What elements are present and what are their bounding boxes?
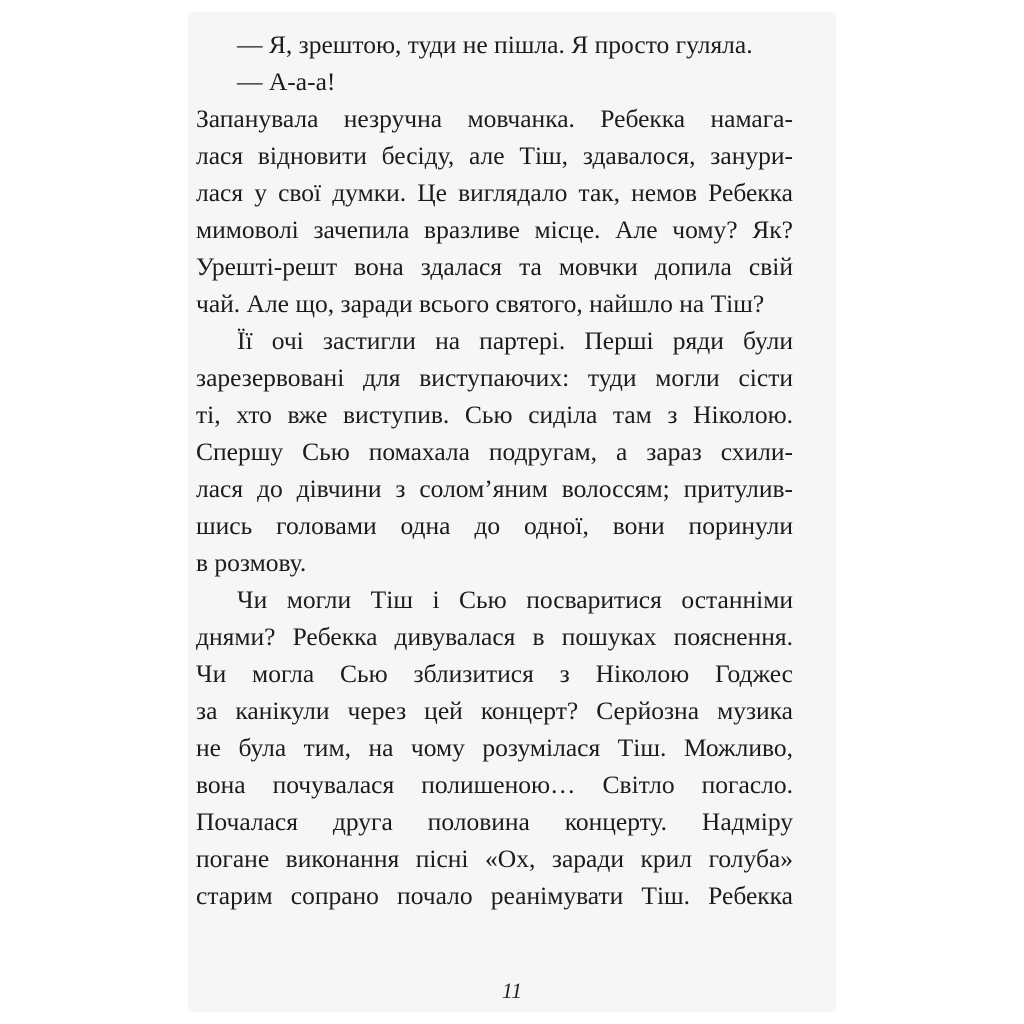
text-line: погане виконання пісні «Ох, заради крил голуба»	[196, 844, 793, 873]
text-line: в розмову.	[196, 548, 307, 577]
text-line: не була тим, на чому розумілася Тіш. Можливо,	[196, 733, 793, 762]
text-line: днями? Ребекка дивувалася в пошуках пояснення.	[196, 622, 793, 651]
text-line: Урешті-решт вона здалася та мовчки допила свій	[196, 252, 793, 281]
text-line: Спершу Сью помахала подругам, а зараз схили-	[196, 437, 793, 466]
text-line: лася у свої думки. Це виглядало так, немов Ребекка	[196, 178, 793, 207]
text-line: чай. Але що, заради всього святого, найшло на Тіш?	[196, 289, 765, 318]
text-line: лася відновити бесіду, але Тіш, здавалося, занури-	[196, 141, 793, 170]
text-line: лася до дівчини з солом’яним волоссям; притулив-	[196, 474, 793, 503]
text-line: Чи могла Сью зблизитися з Ніколою Годжес	[196, 659, 793, 688]
text-line: зарезервовані для виступаючих: туди могли сісти	[196, 363, 793, 392]
text-line: за канікули через цей концерт? Серйозна музика	[196, 696, 793, 725]
text-line: ті, хто вже виступив. Сью сиділа там з Ніколою.	[196, 400, 793, 429]
text-line: Почалася друга половина концерту. Надміру	[196, 807, 793, 836]
text-line: — А-а-а!	[237, 67, 336, 96]
text-line: шись головами одна до одної, вони поринули	[196, 511, 793, 540]
body-text	[196, 26, 793, 914]
text-line: вона почувалася полишеною… Світло погасло.	[196, 770, 793, 799]
text-line: Запанувала незручна мовчанка. Ребекка намага-	[196, 104, 793, 133]
text-line: Чи могли Тіш і Сью посваритися останніми	[237, 585, 793, 614]
book-page	[188, 12, 836, 1012]
text-line: Її очі застигли на партері. Перші ряди були	[237, 326, 793, 355]
text-line: старим сопрано почало реанімувати Тіш. Ребекка	[196, 881, 793, 910]
text-line: — Я, зрештою, туди не пішла. Я просто гуляла.	[237, 30, 753, 59]
text-line: мимоволі зачепила вразливе місце. Але чому? Як?	[196, 215, 793, 244]
page-number: 11	[501, 978, 523, 1003]
